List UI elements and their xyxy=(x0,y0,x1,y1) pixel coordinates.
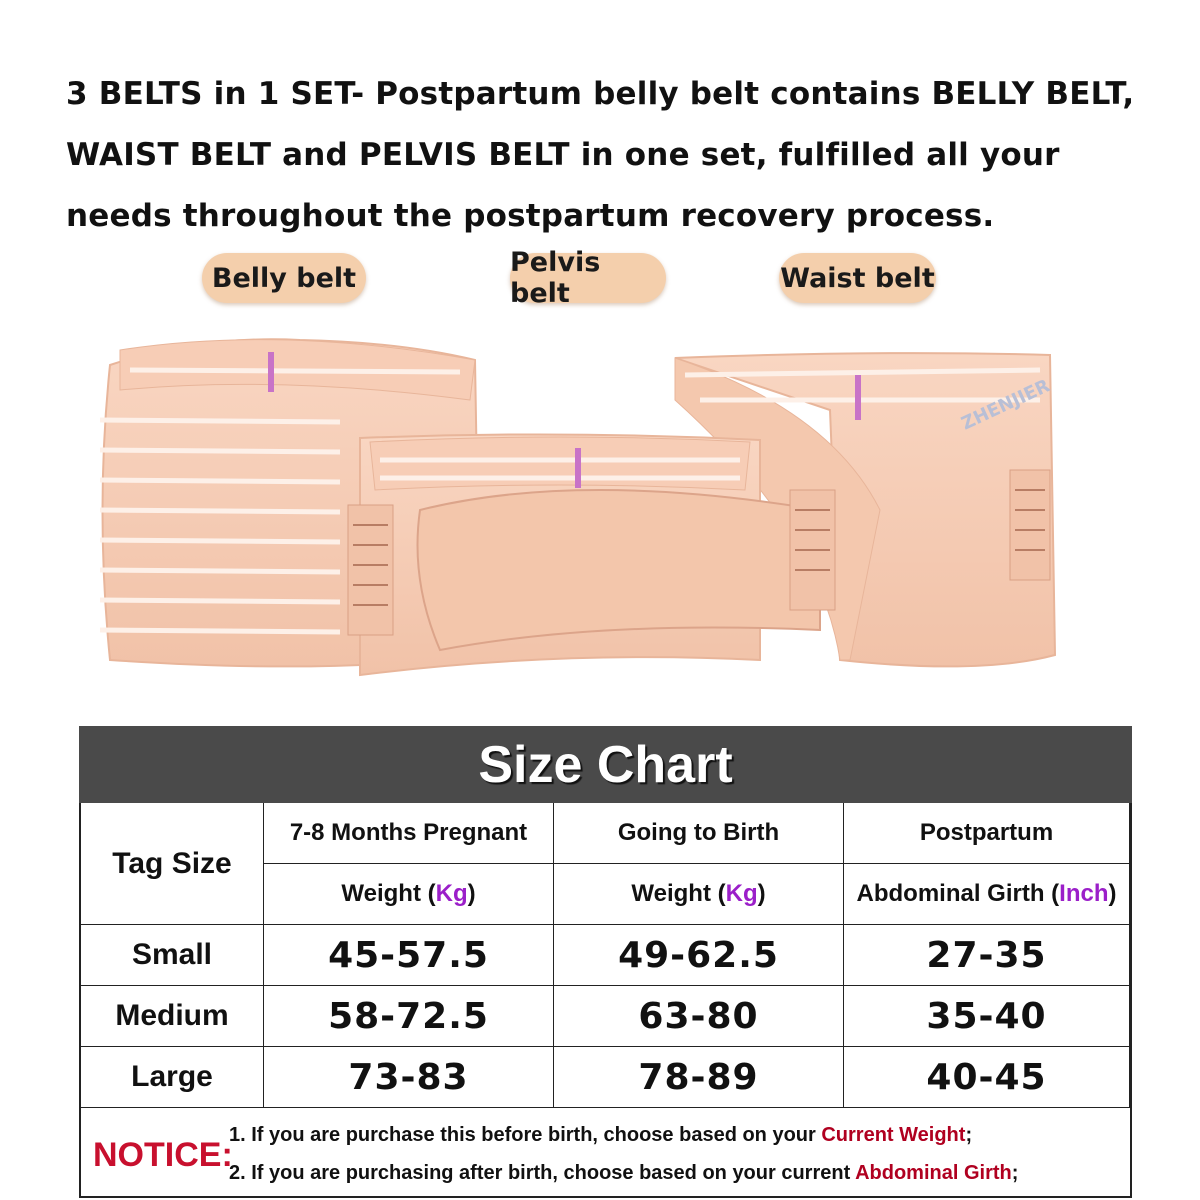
size-chart-title: Size Chart xyxy=(478,735,733,794)
headline-line-3: needs throughout the postpartum recovery process. xyxy=(66,198,995,234)
notice-highlight-current-weight: Current Weight xyxy=(821,1124,966,1146)
size-chart xyxy=(79,726,1132,1198)
column-unit-pregnant: Weight ( Kg ) xyxy=(264,864,554,925)
notice-highlight-abdominal-girth: Abdominal Girth xyxy=(855,1162,1012,1184)
table-cell: 49-62.5 xyxy=(554,925,844,986)
waist-belt-label: Waist belt xyxy=(779,253,936,303)
unit-kg: Kg xyxy=(435,880,468,907)
product-headline xyxy=(66,64,1166,247)
column-unit-postpartum: Abdominal Girth ( Inch ) xyxy=(844,864,1130,925)
table-cell: 63-80 xyxy=(554,986,844,1047)
column-unit-birth: Weight ( Kg ) xyxy=(554,864,844,925)
notice-line-1: 1. If you are purchase this before birth, choose based on your Current Weight; xyxy=(229,1124,973,1146)
size-chart-header xyxy=(79,726,1132,803)
pelvis-belt-label: Pelvis belt xyxy=(510,253,666,303)
table-cell: 45-57.5 xyxy=(264,925,554,986)
table-cell: 73-83 xyxy=(264,1047,554,1108)
tag-size-header: Tag Size xyxy=(81,803,264,925)
table-cell: 58-72.5 xyxy=(264,986,554,1047)
belt-set-photo xyxy=(80,330,1080,700)
column-header-birth: Going to Birth xyxy=(554,803,844,864)
notice-label: NOTICE: xyxy=(93,1136,233,1174)
notice-box xyxy=(81,1108,1130,1198)
row-size-large: Large xyxy=(81,1047,264,1108)
table-cell: 27-35 xyxy=(844,925,1130,986)
table-cell: 78-89 xyxy=(554,1047,844,1108)
headline-line-2: WAIST BELT and PELVIS BELT in one set, fulfilled all your xyxy=(66,137,1060,173)
size-chart-table xyxy=(79,803,1132,1198)
table-cell: 40-45 xyxy=(844,1047,1130,1108)
unit-inch: Inch xyxy=(1059,880,1109,907)
table-cell: 35-40 xyxy=(844,986,1130,1047)
row-size-small: Small xyxy=(81,925,264,986)
column-header-pregnant: 7-8 Months Pregnant xyxy=(264,803,554,864)
unit-kg: Kg xyxy=(725,880,758,907)
column-header-postpartum: Postpartum xyxy=(844,803,1130,864)
notice-line-2: 2. If you are purchasing after birth, choose based on your current Abdominal Girth; xyxy=(229,1162,1019,1184)
belly-belt-label: Belly belt xyxy=(202,253,366,303)
watermark-text: ZHENJIER xyxy=(958,375,1054,435)
row-size-medium: Medium xyxy=(81,986,264,1047)
headline-line-1: 3 BELTS in 1 SET- Postpartum belly belt contains BELLY BELT, xyxy=(66,76,1135,112)
